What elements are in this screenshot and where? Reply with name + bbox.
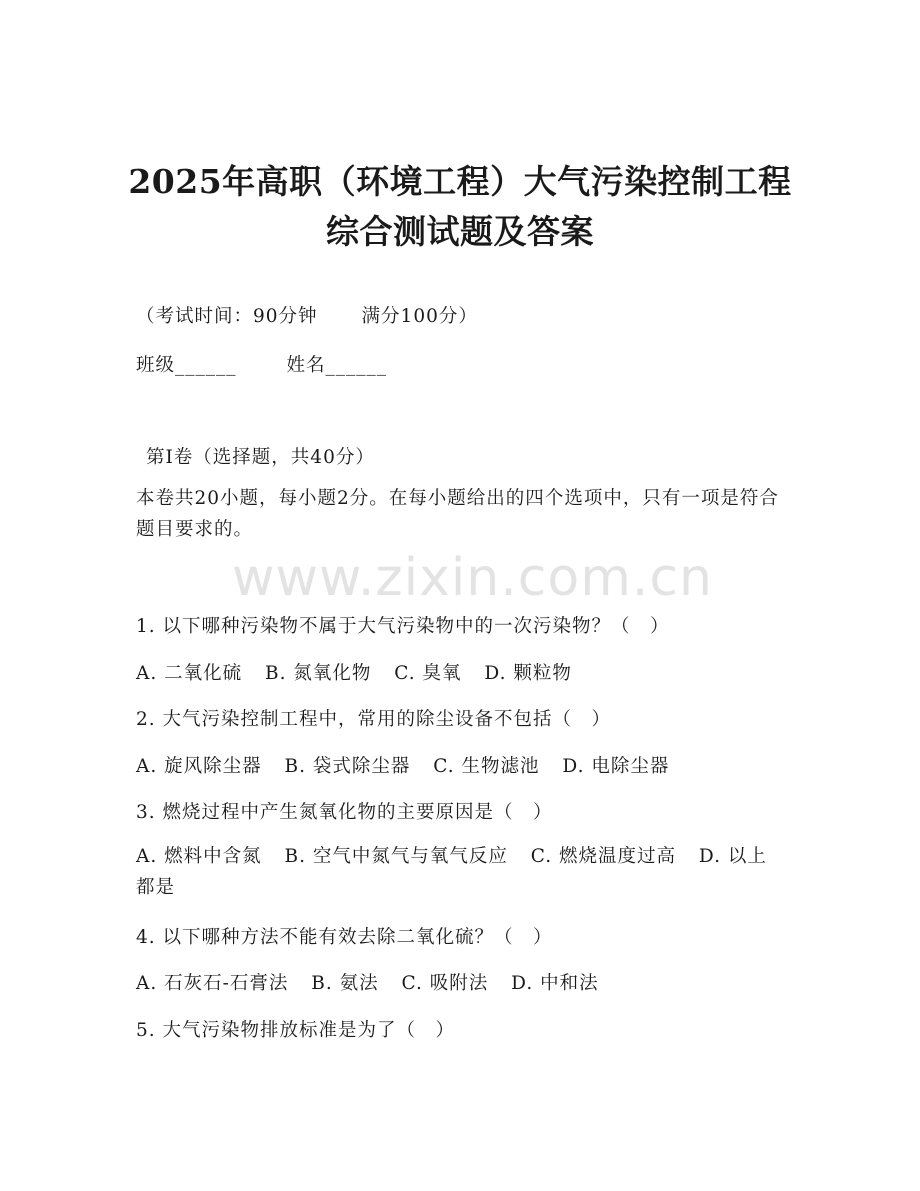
- option-d: D. 以上都是: [136, 846, 767, 898]
- option-c: C. 臭氧: [394, 663, 462, 684]
- option-c: C. 生物滤池: [433, 756, 540, 777]
- question-stem: 2. 大气污染控制工程中，常用的除尘设备不包括（ ）: [136, 709, 612, 730]
- option-a: A. 燃料中含氮: [136, 846, 262, 867]
- question-options: [136, 841, 786, 903]
- question-options: [136, 969, 599, 995]
- option-a: A. 二氧化硫: [136, 663, 243, 684]
- question-stem: 1. 以下哪种污染物不属于大气污染物中的一次污染物？（ ）: [136, 616, 670, 637]
- exam-full-score: 满分100分）: [361, 306, 478, 327]
- document-title-line-2: 综合测试题及答案: [326, 212, 594, 251]
- class-field: 班级______: [136, 355, 237, 376]
- option-c: C. 吸附法: [401, 973, 489, 994]
- question-stem: 5. 大气污染物排放标准是为了（ ）: [136, 1020, 456, 1041]
- option-c: C. 燃烧温度过高: [530, 846, 677, 867]
- option-b: B. 空气中氮气与氧气反应: [284, 846, 508, 867]
- question-stem: 4. 以下哪种方法不能有效去除二氧化硫？（ ）: [136, 927, 553, 948]
- name-field: 姓名______: [286, 355, 388, 376]
- exam-time: （考试时间：90分钟: [136, 306, 318, 327]
- option-b: B. 氨法: [311, 973, 379, 994]
- watermark: www.zixin.com.cn: [232, 548, 713, 608]
- exam-info: [136, 302, 478, 328]
- section-instructions: 本卷共20小题，每小题2分。在每小题给出的四个选项中，只有一项是符合题目要求的。: [136, 488, 779, 540]
- document-title-line-1: 2025年高职（环境工程）大气污染控制工程: [128, 162, 792, 201]
- option-b: B. 袋式除尘器: [284, 756, 411, 777]
- option-d: D. 中和法: [511, 973, 599, 994]
- question-options: [136, 752, 669, 778]
- section-heading: 第Ⅰ卷（选择题，共40分）: [146, 447, 375, 468]
- question-stem: 3. 燃烧过程中产生氮氧化物的主要原因是（ ）: [136, 802, 553, 823]
- option-d: D. 电除尘器: [562, 756, 670, 777]
- student-info: [136, 351, 387, 377]
- option-d: D. 颗粒物: [484, 663, 572, 684]
- option-b: B. 氮氧化物: [265, 663, 372, 684]
- option-a: A. 石灰石-石膏法: [136, 973, 289, 994]
- question-options: [136, 659, 572, 685]
- option-a: A. 旋风除尘器: [136, 756, 262, 777]
